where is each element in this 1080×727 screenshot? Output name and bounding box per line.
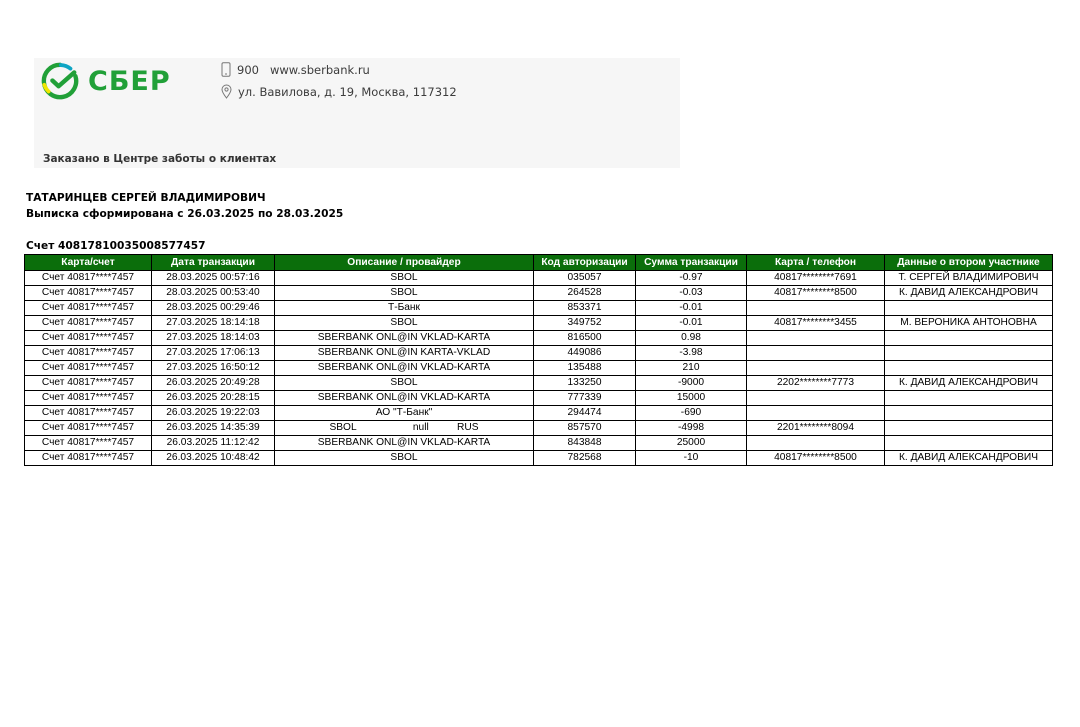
address-row xyxy=(221,84,457,99)
description-cell: АО "Т-Банк" xyxy=(275,406,534,421)
amount-cell: 25000 xyxy=(636,436,747,451)
phone-number: 900 xyxy=(237,62,259,77)
sber-logo xyxy=(41,62,171,100)
table-header-row xyxy=(25,255,1053,271)
counterparty-cell: Т. СЕРГЕЙ ВЛАДИМИРОВИЧ xyxy=(885,271,1053,286)
column-header: Карта / телефон xyxy=(747,255,885,271)
card-account-cell: Счет 40817****7457 xyxy=(25,271,152,286)
counterparty-cell xyxy=(885,301,1053,316)
transaction-date-cell: 27.03.2025 17:06:13 xyxy=(152,346,275,361)
description-cell: SBERBANK ONL@IN VKLAD-KARTA xyxy=(275,331,534,346)
transaction-date-cell: 27.03.2025 18:14:18 xyxy=(152,316,275,331)
card-phone-cell: 2202********7773 xyxy=(747,376,885,391)
card-account-cell: Счет 40817****7457 xyxy=(25,451,152,466)
table-row xyxy=(25,421,1053,436)
card-account-cell: Счет 40817****7457 xyxy=(25,346,152,361)
address: ул. Вавилова, д. 19, Москва, 117312 xyxy=(238,84,457,99)
amount-cell: -0.01 xyxy=(636,301,747,316)
table-row xyxy=(25,286,1053,301)
table-row xyxy=(25,391,1053,406)
card-phone-cell: 40817********8500 xyxy=(747,286,885,301)
auth-code-cell: 133250 xyxy=(534,376,636,391)
client-name: ТАТАРИНЦЕВ СЕРГЕЙ ВЛАДИМИРОВИЧ xyxy=(26,192,266,204)
amount-cell: -4998 xyxy=(636,421,747,436)
counterparty-cell xyxy=(885,436,1053,451)
auth-code-cell: 264528 xyxy=(534,286,636,301)
website-link[interactable]: www.sberbank.ru xyxy=(269,62,370,77)
counterparty-cell: М. ВЕРОНИКА АНТОНОВНА xyxy=(885,316,1053,331)
counterparty-cell xyxy=(885,391,1053,406)
card-account-cell: Счет 40817****7457 xyxy=(25,316,152,331)
transaction-date-cell: 27.03.2025 16:50:12 xyxy=(152,361,275,376)
card-phone-cell xyxy=(747,391,885,406)
column-header: Дата транзакции xyxy=(152,255,275,271)
logo-text: СБЕР xyxy=(88,65,171,97)
table-row xyxy=(25,301,1053,316)
card-account-cell: Счет 40817****7457 xyxy=(25,331,152,346)
auth-code-cell: 349752 xyxy=(534,316,636,331)
counterparty-cell: К. ДАВИД АЛЕКСАНДРОВИЧ xyxy=(885,376,1053,391)
description-cell: SBOL xyxy=(275,451,534,466)
amount-cell: -10 xyxy=(636,451,747,466)
card-phone-cell: 40817********8500 xyxy=(747,451,885,466)
transactions-table xyxy=(24,254,1053,466)
transaction-date-cell: 27.03.2025 18:14:03 xyxy=(152,331,275,346)
card-account-cell: Счет 40817****7457 xyxy=(25,406,152,421)
sber-logo-icon xyxy=(41,62,79,100)
auth-code-cell: 857570 xyxy=(534,421,636,436)
amount-cell: 15000 xyxy=(636,391,747,406)
card-phone-cell xyxy=(747,361,885,376)
description-cell: Т-Банк xyxy=(275,301,534,316)
card-phone-cell xyxy=(747,331,885,346)
auth-code-cell: 777339 xyxy=(534,391,636,406)
transaction-date-cell: 26.03.2025 19:22:03 xyxy=(152,406,275,421)
account-title: Счет 40817810035008577457 xyxy=(26,240,206,252)
counterparty-cell xyxy=(885,421,1053,436)
amount-cell: 210 xyxy=(636,361,747,376)
transaction-date-cell: 28.03.2025 00:57:16 xyxy=(152,271,275,286)
auth-code-cell: 449086 xyxy=(534,346,636,361)
ordered-note: Заказано в Центре заботы о клиентах xyxy=(43,153,277,165)
description-cell: SBOL xyxy=(275,271,534,286)
card-phone-cell: 40817********3455 xyxy=(747,316,885,331)
transaction-date-cell: 26.03.2025 20:28:15 xyxy=(152,391,275,406)
transaction-date-cell: 26.03.2025 11:12:42 xyxy=(152,436,275,451)
card-account-cell: Счет 40817****7457 xyxy=(25,421,152,436)
counterparty-cell xyxy=(885,346,1053,361)
description-cell: SBOL xyxy=(275,316,534,331)
amount-cell: -690 xyxy=(636,406,747,421)
auth-code-cell: 035057 xyxy=(534,271,636,286)
card-account-cell: Счет 40817****7457 xyxy=(25,376,152,391)
amount-cell: 0.98 xyxy=(636,331,747,346)
auth-code-cell: 843848 xyxy=(534,436,636,451)
counterparty-cell: К. ДАВИД АЛЕКСАНДРОВИЧ xyxy=(885,451,1053,466)
auth-code-cell: 135488 xyxy=(534,361,636,376)
counterparty-cell xyxy=(885,406,1053,421)
transaction-date-cell: 28.03.2025 00:29:46 xyxy=(152,301,275,316)
amount-cell: -0.03 xyxy=(636,286,747,301)
location-pin-icon xyxy=(221,84,232,99)
card-account-cell: Счет 40817****7457 xyxy=(25,361,152,376)
statement-period: Выписка сформирована с 26.03.2025 по 28.03.2025 xyxy=(26,208,344,220)
counterparty-cell xyxy=(885,361,1053,376)
card-phone-cell xyxy=(747,301,885,316)
card-phone-cell xyxy=(747,346,885,361)
table-row xyxy=(25,451,1053,466)
table-row xyxy=(25,406,1053,421)
amount-cell: -9000 xyxy=(636,376,747,391)
table-row xyxy=(25,331,1053,346)
column-header: Данные о втором участнике xyxy=(885,255,1053,271)
description-cell: SBERBANK ONL@IN VKLAD-KARTA xyxy=(275,361,534,376)
card-account-cell: Счет 40817****7457 xyxy=(25,391,152,406)
description-cell: SBOL null RUS xyxy=(275,421,534,436)
description-cell: SBERBANK ONL@IN VKLAD-KARTA xyxy=(275,391,534,406)
description-cell: SBOL xyxy=(275,376,534,391)
phone-website-row xyxy=(221,62,370,77)
column-header: Сумма транзакции xyxy=(636,255,747,271)
card-phone-cell xyxy=(747,406,885,421)
auth-code-cell: 782568 xyxy=(534,451,636,466)
transaction-date-cell: 26.03.2025 14:35:39 xyxy=(152,421,275,436)
auth-code-cell: 853371 xyxy=(534,301,636,316)
table-row xyxy=(25,271,1053,286)
card-phone-cell: 2201********8094 xyxy=(747,421,885,436)
table-row xyxy=(25,316,1053,331)
column-header: Описание / провайдер xyxy=(275,255,534,271)
column-header: Карта/счет xyxy=(25,255,152,271)
counterparty-cell xyxy=(885,331,1053,346)
column-header: Код авторизации xyxy=(534,255,636,271)
amount-cell: -3.98 xyxy=(636,346,747,361)
card-phone-cell: 40817********7691 xyxy=(747,271,885,286)
table-body xyxy=(25,271,1053,466)
card-account-cell: Счет 40817****7457 xyxy=(25,301,152,316)
amount-cell: -0.97 xyxy=(636,271,747,286)
card-account-cell: Счет 40817****7457 xyxy=(25,436,152,451)
transaction-date-cell: 26.03.2025 10:48:42 xyxy=(152,451,275,466)
description-cell: SBERBANK ONL@IN VKLAD-KARTA xyxy=(275,436,534,451)
description-cell: SBOL xyxy=(275,286,534,301)
auth-code-cell: 816500 xyxy=(534,331,636,346)
table-row xyxy=(25,436,1053,451)
phone-icon xyxy=(221,62,231,77)
table-row xyxy=(25,361,1053,376)
description-cell: SBERBANK ONL@IN KARTA-VKLAD xyxy=(275,346,534,361)
card-phone-cell xyxy=(747,436,885,451)
amount-cell: -0.01 xyxy=(636,316,747,331)
transaction-date-cell: 28.03.2025 00:53:40 xyxy=(152,286,275,301)
counterparty-cell: К. ДАВИД АЛЕКСАНДРОВИЧ xyxy=(885,286,1053,301)
auth-code-cell: 294474 xyxy=(534,406,636,421)
transaction-date-cell: 26.03.2025 20:49:28 xyxy=(152,376,275,391)
card-account-cell: Счет 40817****7457 xyxy=(25,286,152,301)
table-row xyxy=(25,376,1053,391)
table-row xyxy=(25,346,1053,361)
